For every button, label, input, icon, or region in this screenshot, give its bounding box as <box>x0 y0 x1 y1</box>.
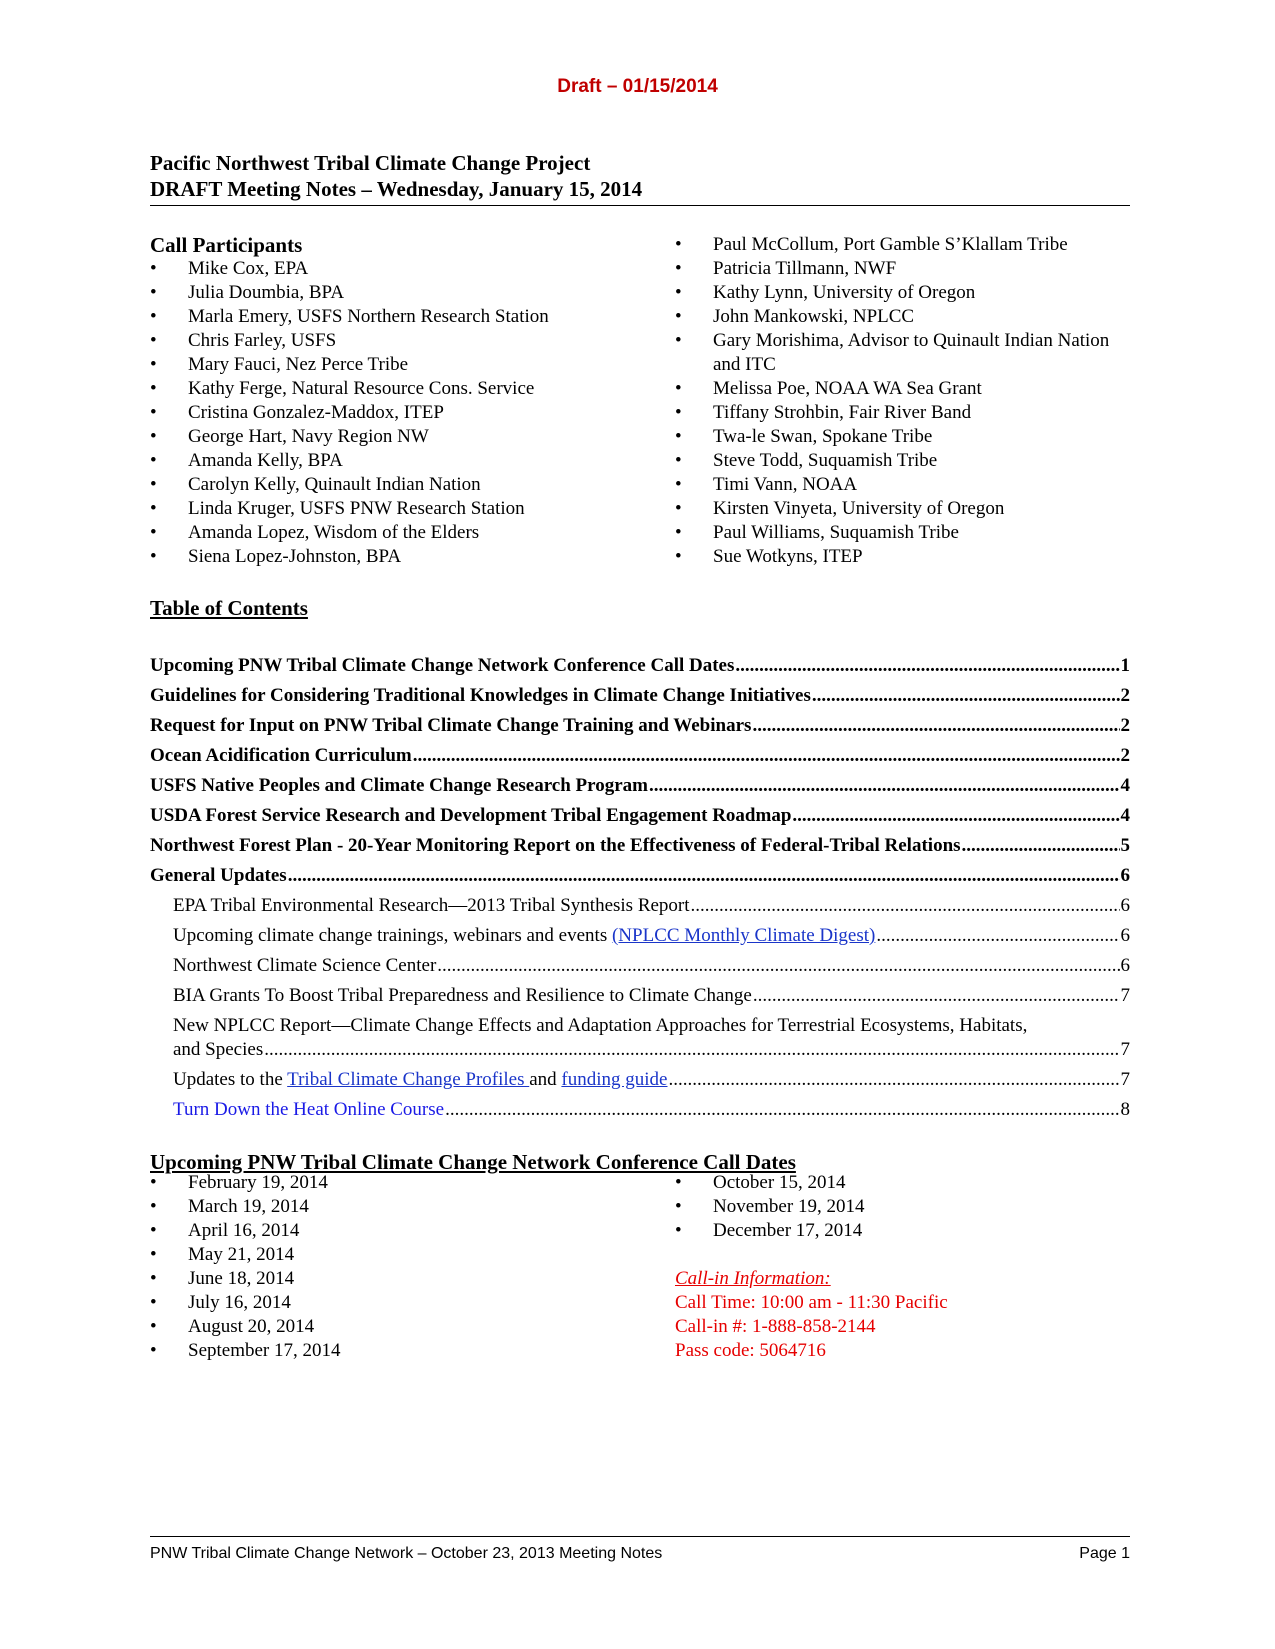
participants-right-column <box>675 233 1115 569</box>
list-item: • Amanda Kelly, BPA <box>150 449 650 473</box>
toc-entry[interactable] <box>150 648 1130 678</box>
toc-entry-title: Northwest Climate Science Center <box>173 955 437 976</box>
toc-leader <box>812 684 1120 708</box>
toc-leader <box>752 714 1119 738</box>
toc-leader <box>437 954 1119 978</box>
list-item: • December 17, 2014 <box>675 1219 1115 1243</box>
toc-entry-mid: and <box>529 1069 562 1090</box>
toc-entry-title: Request for Input on PNW Tribal Climate Change Training and Webinars <box>150 715 752 736</box>
table-of-contents <box>150 648 1130 1122</box>
list-item: • Sue Wotkyns, ITEP <box>675 545 1115 569</box>
toc-entry-title: Northwest Forest Plan - 20-Year Monitoring Report on the Effectiveness of Federal-Tribal Relations <box>150 835 961 856</box>
toc-page-number: 7 <box>1120 1069 1130 1090</box>
document-title <box>150 150 1130 206</box>
dates-left-column <box>150 1171 630 1363</box>
toc-page-number: 7 <box>1120 1039 1130 1060</box>
toc-subentry[interactable] <box>150 918 1130 948</box>
list-item: • Siena Lopez-Johnston, BPA <box>150 545 650 569</box>
list-item: • October 15, 2014 <box>675 1171 1115 1195</box>
list-item: • May 21, 2014 <box>150 1243 630 1267</box>
toc-entry-title-line2: and Species <box>173 1039 264 1060</box>
list-item: • Cristina Gonzalez-Maddox, ITEP <box>150 401 650 425</box>
list-item: • Paul McCollum, Port Gamble S’Klallam Tribe <box>675 233 1115 257</box>
list-item: • Linda Kruger, USFS PNW Research Station <box>150 497 650 521</box>
list-item: • August 20, 2014 <box>150 1315 630 1339</box>
list-item: • Mike Cox, EPA <box>150 257 650 281</box>
dates-right-column <box>675 1171 1115 1363</box>
footer-title: PNW Tribal Climate Change Network – October 23, 2013 Meeting Notes <box>150 1545 663 1562</box>
list-item: • Twa-le Swan, Spokane Tribe <box>675 425 1115 449</box>
toc-entry-title: Ocean Acidification Curriculum <box>150 745 412 766</box>
toc-leader <box>792 804 1119 828</box>
tribal-profiles-link[interactable]: Tribal Climate Change Profiles <box>287 1069 530 1090</box>
funding-guide-link[interactable]: funding guide <box>561 1069 668 1090</box>
callin-info <box>675 1267 1115 1363</box>
toc-entry-title: USFS Native Peoples and Climate Change Research Program <box>150 775 648 796</box>
toc-entry[interactable] <box>150 708 1130 738</box>
list-item: • Kathy Ferge, Natural Resource Cons. Service <box>150 377 650 401</box>
toc-subentry[interactable] <box>150 1062 1130 1092</box>
toc-page-number: 6 <box>1120 895 1130 916</box>
list-item: • Steve Todd, Suquamish Tribe <box>675 449 1115 473</box>
list-item: • George Hart, Navy Region NW <box>150 425 650 449</box>
list-item: • Patricia Tillmann, NWF <box>675 257 1115 281</box>
list-item: • Tiffany Strohbin, Fair River Band <box>675 401 1115 425</box>
toc-entry[interactable] <box>150 828 1130 858</box>
toc-leader <box>691 894 1120 918</box>
toc-leader <box>876 924 1119 948</box>
toc-entry-title: Turn Down the Heat Online Course <box>173 1099 445 1120</box>
toc-page-number: 5 <box>1120 835 1130 856</box>
participants-heading: Call Participants <box>150 233 303 257</box>
toc-entry-title: Guidelines for Considering Traditional Knowledges in Climate Change Initiatives <box>150 685 811 706</box>
toc-page-number: 4 <box>1120 775 1130 796</box>
list-item: • Marla Emery, USFS Northern Research Station <box>150 305 650 329</box>
toc-entry-title: USDA Forest Service Research and Development Tribal Engagement Roadmap <box>150 805 792 826</box>
toc-entry-title: General Updates <box>150 865 287 886</box>
list-item: • Kathy Lynn, University of Oregon <box>675 281 1115 305</box>
list-item: • Mary Fauci, Nez Perce Tribe <box>150 353 650 377</box>
toc-subentry-multiline[interactable] <box>150 1014 1130 1062</box>
toc-leader <box>413 744 1120 768</box>
toc-page-number: 4 <box>1120 805 1130 826</box>
page-number: Page 1 <box>1079 1545 1130 1562</box>
toc-entry[interactable] <box>150 768 1130 798</box>
toc-subentry[interactable] <box>150 978 1130 1008</box>
callin-number: Call-in #: 1-888-858-2144 <box>675 1316 876 1337</box>
participants-list-left <box>150 257 650 569</box>
list-item: • Timi Vann, NOAA <box>675 473 1115 497</box>
list-item: • Kirsten Vinyeta, University of Oregon <box>675 497 1115 521</box>
list-item: • February 19, 2014 <box>150 1171 630 1195</box>
list-item: • March 19, 2014 <box>150 1195 630 1219</box>
toc-leader <box>962 834 1120 858</box>
toc-entry[interactable] <box>150 678 1130 708</box>
toc-leader <box>669 1068 1120 1092</box>
callin-heading: Call-in Information: <box>675 1268 831 1289</box>
list-item: • Chris Farley, USFS <box>150 329 650 353</box>
list-item: • Paul Williams, Suquamish Tribe <box>675 521 1115 545</box>
callin-passcode: Pass code: 5064716 <box>675 1340 826 1361</box>
page-footer <box>150 1536 1130 1563</box>
upcoming-dates-heading: Upcoming PNW Tribal Climate Change Network Conference Call Dates <box>150 1150 796 1174</box>
toc-page-number: 2 <box>1120 715 1130 736</box>
participants-left-column <box>150 233 650 569</box>
toc-leader <box>288 864 1120 888</box>
title-line-1: Pacific Northwest Tribal Climate Change Project <box>150 151 591 175</box>
callin-time: Call Time: 10:00 am - 11:30 Pacific <box>675 1292 948 1313</box>
toc-subentry[interactable] <box>150 1092 1130 1122</box>
toc-leader <box>445 1098 1119 1122</box>
toc-entry-title-line1: New NPLCC Report—Climate Change Effects and Adaptation Approaches for Terrestrial Ecosystems, Habitats, <box>173 1015 1028 1036</box>
toc-entry-title: EPA Tribal Environmental Research—2013 Tribal Synthesis Report <box>173 895 690 916</box>
toc-leader <box>264 1038 1119 1062</box>
toc-entry-prefix: Updates to the <box>173 1069 288 1090</box>
toc-page-number: 7 <box>1120 985 1130 1006</box>
list-item: • Amanda Lopez, Wisdom of the Elders <box>150 521 650 545</box>
toc-entry[interactable] <box>150 798 1130 828</box>
dates-list-right <box>675 1171 1115 1243</box>
draft-header: Draft – 01/15/2014 <box>557 76 718 97</box>
list-item: • June 18, 2014 <box>150 1267 630 1291</box>
list-item: • November 19, 2014 <box>675 1195 1115 1219</box>
toc-page-number: 6 <box>1120 955 1130 976</box>
toc-entry-title: Upcoming climate change trainings, webinars and events <box>173 925 612 946</box>
toc-subentry[interactable] <box>150 888 1130 918</box>
list-item: • July 16, 2014 <box>150 1291 630 1315</box>
toc-entry[interactable] <box>150 858 1130 888</box>
toc-leader <box>649 774 1120 798</box>
toc-page-number: 1 <box>1120 655 1130 676</box>
list-item: • Melissa Poe, NOAA WA Sea Grant <box>675 377 1115 401</box>
title-line-2: DRAFT Meeting Notes – Wednesday, January 15, 2014 <box>150 177 643 201</box>
list-item: • Julia Doumbia, BPA <box>150 281 650 305</box>
toc-heading: Table of Contents <box>150 596 308 620</box>
toc-entry[interactable] <box>150 738 1130 768</box>
toc-page-number: 8 <box>1120 1099 1130 1120</box>
toc-subentry[interactable] <box>150 948 1130 978</box>
toc-page-number: 2 <box>1120 745 1130 766</box>
list-item: • April 16, 2014 <box>150 1219 630 1243</box>
toc-entry-title: BIA Grants To Boost Tribal Preparedness and Resilience to Climate Change <box>173 985 752 1006</box>
toc-page-number: 2 <box>1120 685 1130 706</box>
nplcc-digest-link[interactable]: (NPLCC Monthly Climate Digest) <box>611 925 876 946</box>
toc-leader <box>735 654 1119 678</box>
list-item: • Carolyn Kelly, Quinault Indian Nation <box>150 473 650 497</box>
list-item: • Gary Morishima, Advisor to Quinault Indian Nation and ITC <box>675 329 1115 377</box>
dates-list-left <box>150 1171 630 1363</box>
toc-page-number: 6 <box>1120 925 1130 946</box>
list-item: • September 17, 2014 <box>150 1339 630 1363</box>
list-item: • John Mankowski, NPLCC <box>675 305 1115 329</box>
participants-list-right <box>675 233 1115 569</box>
toc-entry-title: Upcoming PNW Tribal Climate Change Network Conference Call Dates <box>150 655 735 676</box>
toc-page-number: 6 <box>1120 865 1130 886</box>
toc-leader <box>753 984 1120 1008</box>
